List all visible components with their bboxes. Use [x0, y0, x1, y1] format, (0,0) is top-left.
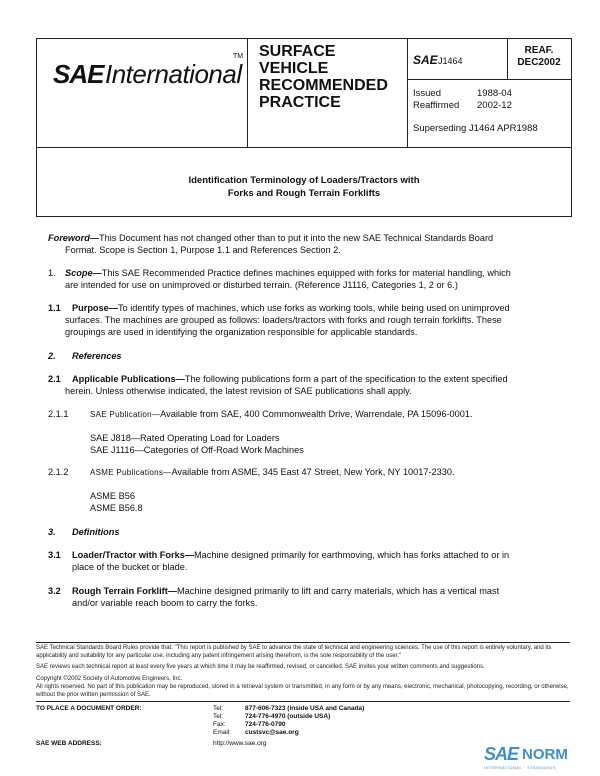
sae-publication-label: SAE Publication— [90, 410, 161, 419]
tel2-label: Tel: [213, 713, 224, 720]
section-num: 3.2 [48, 586, 61, 596]
reaffirmed-value: 2002-12 [477, 100, 512, 111]
definition-text: place of the bucket or blade. [72, 562, 188, 572]
sae-publication-text: Available from SAE, 400 Commonwealth Drive, Warrendale, PA 15096-0001. [160, 409, 473, 419]
order-label: TO PLACE A DOCUMENT ORDER: [36, 705, 142, 712]
sae-norm-mark: SAE [484, 744, 519, 764]
reference-item: SAE J1116—Categories of Off-Road Work Machines [90, 445, 304, 455]
definition-text: and/or variable reach boom to carry the forks. [72, 598, 258, 608]
document-type-line: SURFACE [259, 43, 336, 60]
applicable-publications-text: herein. Unless otherwise indicated, the latest revision of SAE publications shall apply. [65, 386, 412, 396]
purpose-paragraph [72, 302, 567, 314]
sae-logo-international: International [105, 59, 242, 89]
reaffirmed-label: Reaffirmed [413, 100, 460, 111]
document-type-line: VEHICLE [259, 60, 329, 77]
purpose-text: groupings are used in identifying the organization responsible for applicable standards. [65, 327, 418, 337]
tel2-value: 724-776-4970 (outside USA) [245, 713, 331, 720]
sae-logo: SAE [53, 59, 104, 89]
reference-item: ASME B56 [90, 491, 135, 501]
asme-publication-label: ASME Publications— [90, 468, 172, 477]
purpose-paragraph-cont [65, 314, 570, 338]
definition-text: Machine designed primarily to lift and carry materials, which has a vertical mast [176, 586, 500, 596]
purpose-text: To identify types of machines, which use forks as working tools, while being used on unimproved [117, 303, 510, 313]
header-divider [407, 79, 571, 80]
superseding-text: Superseding J1464 APR1988 [413, 123, 538, 134]
title-box [36, 146, 572, 217]
document-type-line: RECOMMENDED [259, 77, 388, 94]
doc-number: J1464 [438, 56, 463, 66]
document-type [259, 43, 388, 111]
document-header [36, 38, 572, 148]
definition-term: Loader/Tractor with Forks— [72, 550, 195, 560]
reaffirmed-badge [507, 45, 571, 69]
scope-text: are intended for use on unimproved or disturbed terrain. (Reference J1116, Categories 1, 2 or 6.) [65, 280, 458, 290]
tel-label: Tel: [213, 705, 224, 712]
reaffirmed-badge-line: DEC2002 [517, 57, 561, 68]
sae-publication-paragraph [90, 408, 565, 421]
section-num: 2.1 [48, 374, 61, 384]
doc-number-sae: SAE [413, 53, 438, 67]
reference-item: ASME B56.8 [90, 503, 143, 513]
issued-value: 1988-04 [477, 88, 512, 99]
sae-norm-subtitle: INTERNATIONAL · STANDARDS [484, 765, 556, 770]
section-num: 3.1 [48, 550, 61, 560]
document-title-line: Identification Terminology of Loaders/Tractors with [188, 175, 420, 186]
email-value[interactable]: custsvc@sae.org [245, 729, 299, 736]
trademark-mark: TM [233, 53, 244, 60]
footer-rights: All rights reserved. No part of this publication may be reproduced, stored in a retrieval system or transmitted, in any form or by any means, electronic, mechanical, photocopying, recording, or otherwise, without the prior written permission of SAE. [36, 684, 569, 698]
section-num: 1. [48, 268, 56, 278]
footer-copyright: Copyright ©2002 Society of Automotive Engineers, Inc. [36, 676, 183, 682]
purpose-label: Purpose— [72, 303, 118, 313]
footer-review: SAE reviews each technical report at least every five years at which time it may be reaffirmed, revised, or cancelled. SAE invites your written comments and suggestions. [36, 664, 485, 670]
applicable-publications-paragraph [72, 373, 567, 385]
sae-norm-text: NORM [522, 746, 568, 763]
definition-term: Rough Terrain Forklift— [72, 586, 177, 596]
definitions-heading: Definitions [72, 527, 120, 537]
foreword-text: Format. Scope is Section 1, Purpose 1.1 and References Section 2. [65, 245, 341, 255]
fax-value: 724-776-0790 [245, 721, 286, 728]
definition-loader-tractor [72, 549, 567, 573]
asme-publication-text: Available from ASME, 345 East 47 Street, New York, NY 10017-2330. [171, 467, 455, 477]
purpose-text: surfaces. The machines are grouped as follows: loaders/tractors with forks and rough terrain forklifts. These [65, 315, 502, 325]
document-title [37, 174, 571, 200]
section-num: 1.1 [48, 303, 61, 313]
references-heading: References [72, 351, 122, 361]
scope-text: This SAE Recommended Practice defines machines equipped with forks for material handling, which [101, 268, 511, 278]
foreword-label: Foreword— [48, 233, 100, 243]
applicable-publications-label: Applicable Publications— [72, 374, 185, 384]
footer-rules: SAE Technical Standards Board Rules provide that: "This report is published by SAE to advance the state of technical and engineering sciences. The use of this report is entirely voluntary, and its applicability and suitability for any particular use, including any patent infringement arising therefrom, is the sole responsibility of the user." [36, 645, 552, 659]
fax-label: Fax: [213, 721, 226, 728]
section-num: 2.1.2 [48, 467, 69, 477]
section-num: 2.1.1 [48, 409, 69, 419]
asme-publication-paragraph [90, 466, 565, 479]
definition-rough-terrain-forklift [72, 585, 567, 609]
definition-text: Machine designed primarily for earthmoving, which has forks attached to or in [194, 550, 510, 560]
footer-rule [36, 701, 570, 702]
scope-label: Scope— [65, 268, 102, 278]
email-label: Email: [213, 729, 232, 736]
web-link[interactable]: http://www.sae.org [213, 740, 267, 747]
applicable-publications-text: The following publications form a part of the specification to the extent specified [184, 374, 508, 384]
issued-label: Issued [413, 88, 441, 99]
section-num: 2. [48, 351, 56, 361]
web-label: SAE WEB ADDRESS: [36, 740, 102, 747]
reference-item: SAE J818—Rated Operating Load for Loaders [90, 433, 280, 443]
scope-paragraph [65, 267, 565, 291]
reaffirmed-badge-line: REAF. [524, 45, 554, 56]
foreword-text: This Document has not changed other than to put it into the new SAE Technical Standards Board [99, 233, 494, 243]
footer-rule [36, 642, 570, 643]
header-divider [407, 39, 408, 147]
foreword-paragraph [48, 232, 563, 256]
header-divider [247, 39, 248, 147]
document-type-line: PRACTICE [259, 94, 341, 111]
applicable-publications-cont [65, 385, 565, 397]
tel-value: 877-606-7323 (inside USA and Canada) [245, 705, 365, 712]
section-num: 3. [48, 527, 56, 537]
document-title-line: Forks and Rough Terrain Forklifts [227, 188, 381, 199]
